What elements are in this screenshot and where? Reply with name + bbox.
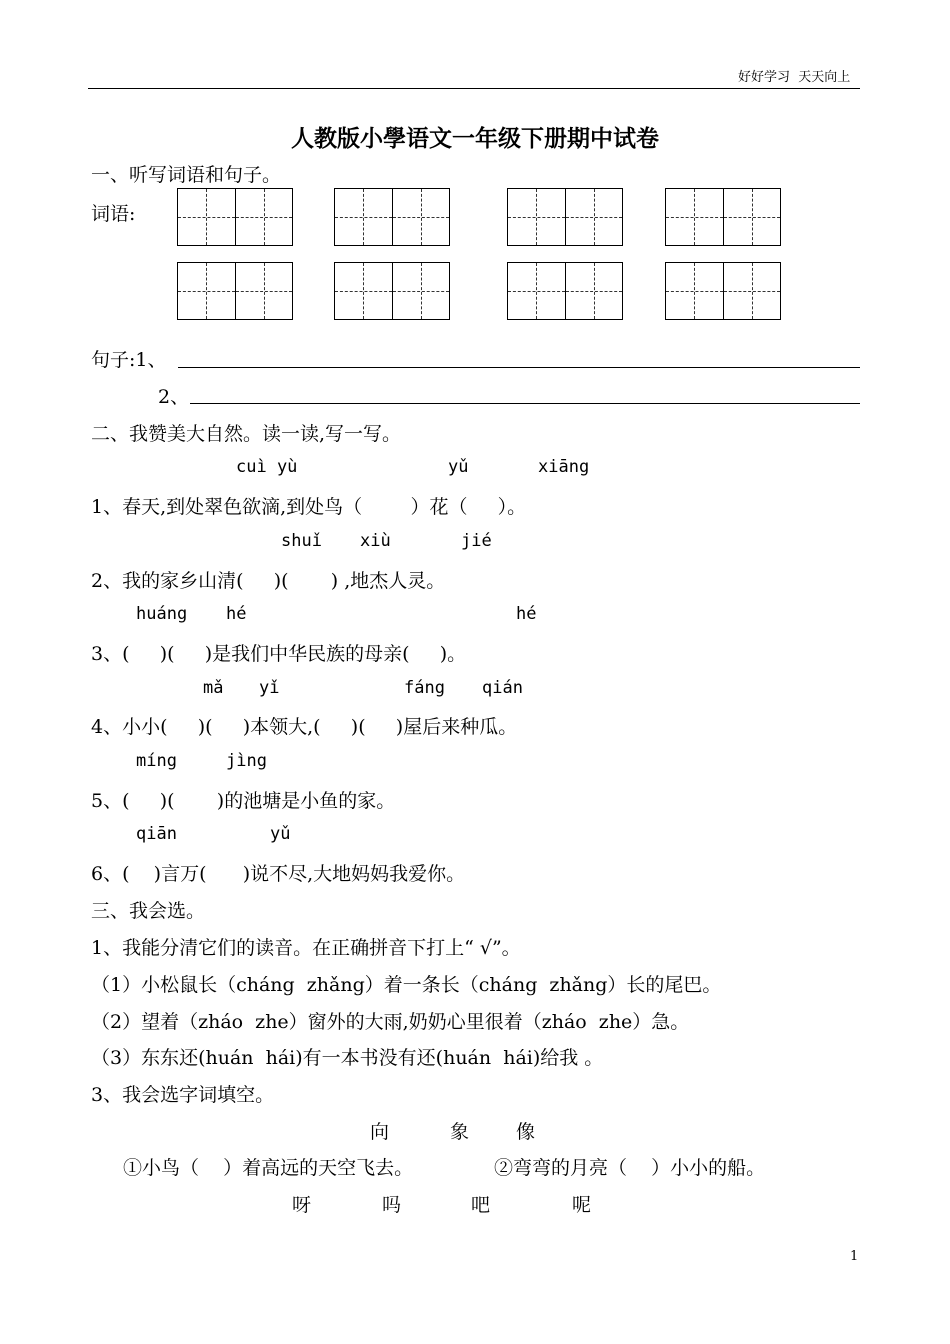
question-6: 6、( )言万( )说不尽,大地妈妈我爱你。 [91, 863, 466, 885]
sentence-line-2[interactable] [190, 403, 860, 404]
page-number: 1 [850, 1249, 859, 1264]
sentence-line-1[interactable] [178, 367, 860, 368]
choice-word: 吗 [382, 1194, 402, 1216]
pinyin: cuì yù [236, 457, 298, 477]
pinyin: yǐ [259, 678, 280, 698]
writing-grid[interactable] [177, 188, 293, 246]
choice-word: 呀 [292, 1194, 312, 1216]
pinyin: qiān [136, 824, 177, 844]
question-5: 5、( )( )的池塘是小鱼的家。 [91, 790, 396, 812]
choice-word: 向 [370, 1121, 390, 1143]
subsection-3: 3、我会选字词填空。 [91, 1084, 275, 1106]
pinyin: qián [482, 678, 523, 698]
pinyin: xiù [360, 531, 391, 551]
writing-grid[interactable] [507, 188, 623, 246]
choice-word: 象 [450, 1121, 470, 1143]
header-motto: 好好学习 天天向上 [738, 70, 851, 85]
pinyin: míng [136, 751, 177, 771]
choice-word: 吧 [471, 1194, 491, 1216]
pinyin: jìng [226, 751, 267, 771]
pinyin: mǎ [203, 678, 224, 698]
choice-item: （3）东东还(huán hái)有一本书没有还(huán hái)给我 。 [91, 1047, 604, 1069]
writing-grid[interactable] [507, 262, 623, 320]
choice-item: （1）小松鼠长（cháng zhǎng）着一条长（cháng zhǎng）长的尾巴。 [91, 974, 722, 996]
pinyin: hé [226, 604, 247, 624]
pinyin: xiāng [538, 457, 590, 477]
section2-heading: 二、我赞美大自然。读一读,写一写。 [91, 423, 402, 445]
sentence-label-2: 2、 [158, 386, 190, 408]
choice-word: 呢 [572, 1194, 592, 1216]
section3-heading: 三、我会选。 [91, 900, 206, 922]
pinyin: fáng [404, 678, 445, 698]
writing-grid[interactable] [665, 188, 781, 246]
pinyin: huáng [136, 604, 188, 624]
question-3: 3、( )( )是我们中华民族的母亲( )。 [91, 643, 467, 665]
writing-grid[interactable] [177, 262, 293, 320]
pinyin: yǔ [448, 457, 469, 477]
sentence-label-1: 句子:1、 [91, 349, 167, 371]
writing-grid[interactable] [665, 262, 781, 320]
pinyin: jié [461, 531, 492, 551]
words-label: 词语: [91, 203, 136, 225]
fill-sentence-a: ①小鸟（ ）着高远的天空飞去。 [123, 1157, 414, 1179]
pinyin: yǔ [270, 824, 291, 844]
page-title: 人教版小學语文一年级下册期中试卷 [291, 126, 659, 152]
pinyin: hé [516, 604, 537, 624]
writing-grid[interactable] [334, 262, 450, 320]
fill-sentence-b: ②弯弯的月亮（ ）小小的船。 [494, 1157, 766, 1179]
writing-grid[interactable] [334, 188, 450, 246]
question-1: 1、春天,到处翠色欲滴,到处鸟（ ）花（ ）。 [91, 496, 527, 518]
header-rule [88, 88, 860, 89]
question-4: 4、小小( )( )本领大,( )( )屋后来种瓜。 [91, 716, 518, 738]
section1-heading: 一、听写词语和句子。 [91, 164, 282, 186]
question-2: 2、我的家乡山清( )( ) ,地杰人灵。 [91, 570, 446, 592]
choice-item: （2）望着（zháo zhe）窗外的大雨,奶奶心里很着（zháo zhe）急。 [91, 1011, 690, 1033]
choice-word: 像 [516, 1121, 536, 1143]
subsection-1: 1、我能分清它们的读音。在正确拼音下打上“ √”。 [91, 937, 521, 959]
pinyin: shuǐ [281, 531, 322, 551]
